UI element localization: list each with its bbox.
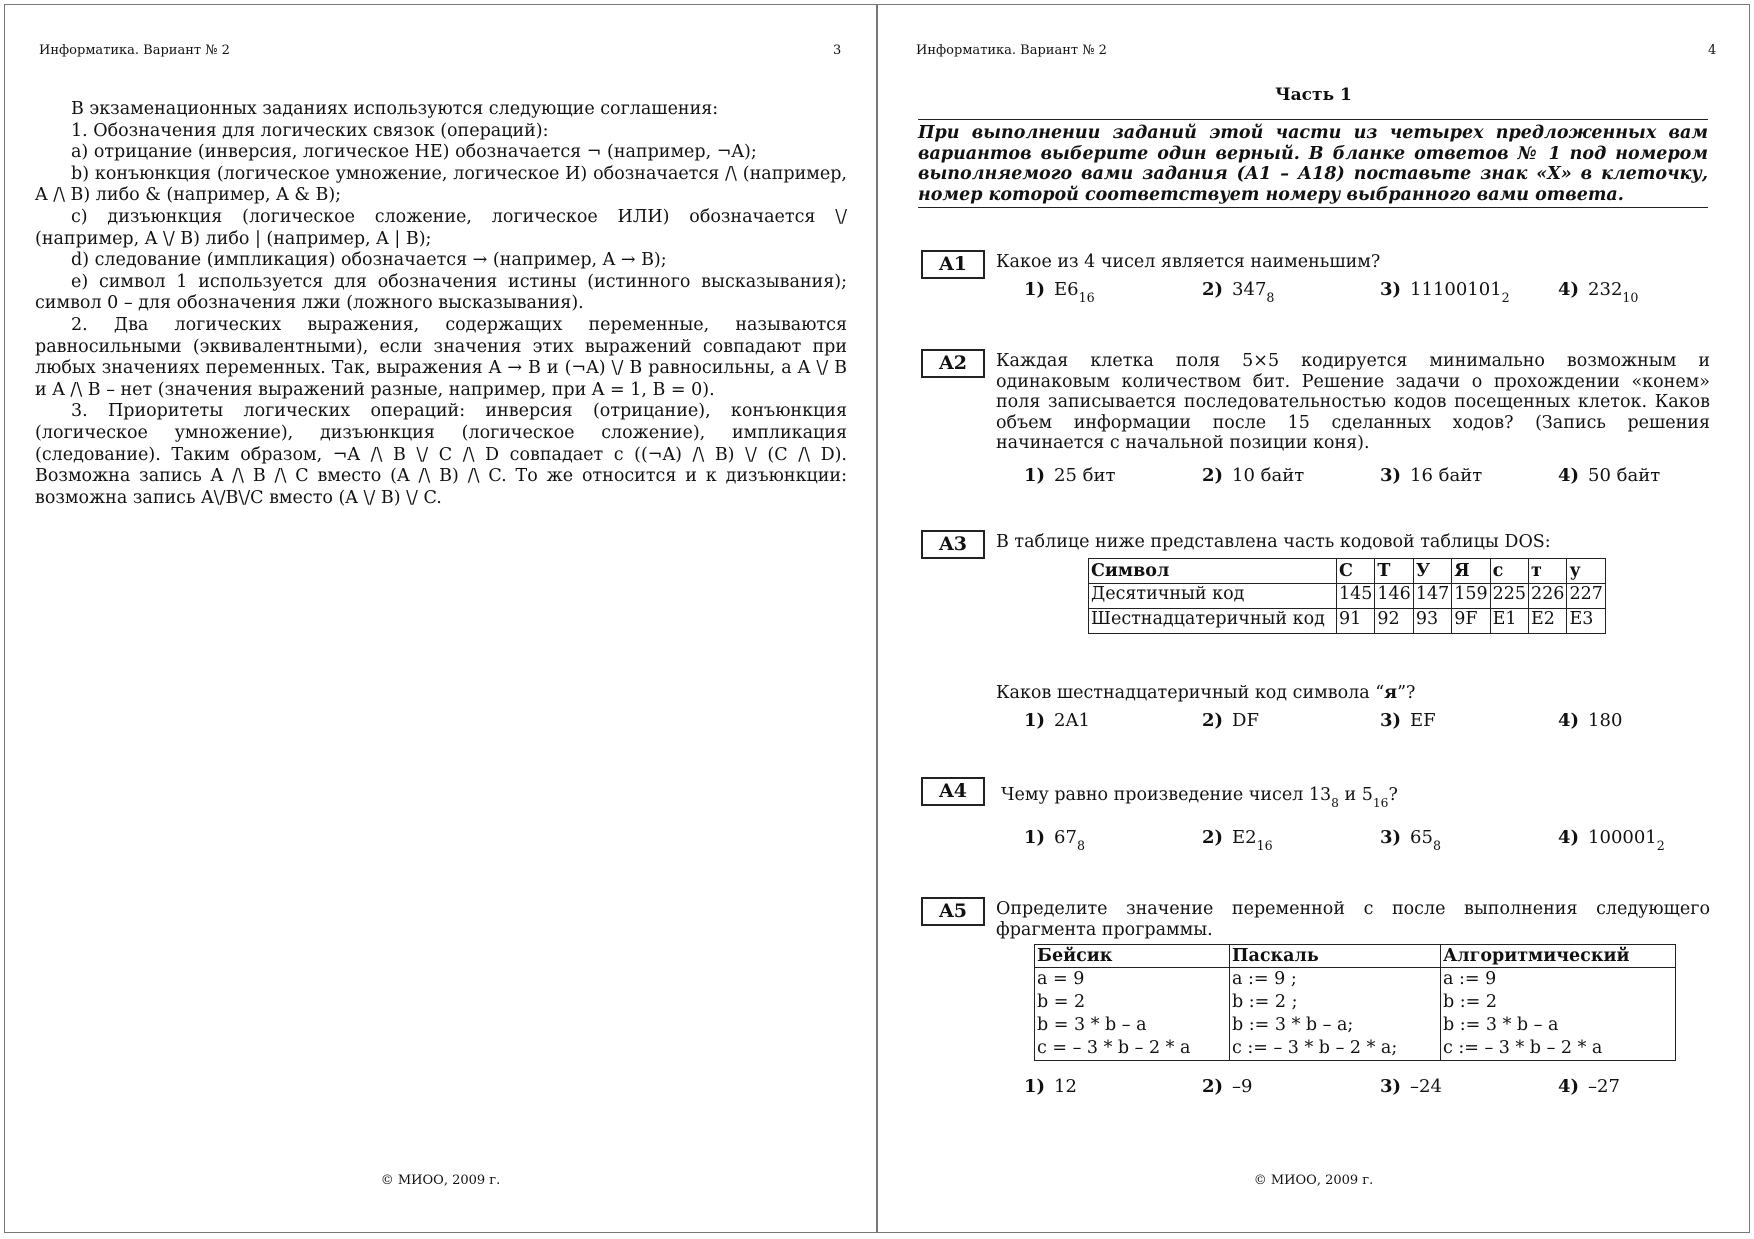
answer-option: 1) 12 [1024, 1076, 1077, 1097]
answer-option: 2) $347_8$ [1202, 279, 1275, 305]
page-header: Информатика. Вариант № 2 [39, 43, 230, 58]
paragraph: 3. Приоритеты логических операций: инверсия (отрицание), конъюнкция (логическое умножение), дизъюнкция (логическое сложение), импликация (следование). Таким образом, ¬A /\ B \/ C /\ D совпадает с ((¬A) /\ B) \/ (C /\ D). Возможна запись A /\ B /\ C вместо (A /\ B) /\ C. То же относится и к дизъюнкции: возможна запись A\/B\/C вместо (A \/ B) \/ C. [35, 401, 847, 508]
question-a3: В таблице ниже представлена часть кодовой таблицы DOS: [996, 532, 1551, 552]
question-a3-followup: Каков шестнадцатеричный код символа “я”? [996, 683, 1416, 703]
table-row [1035, 991, 1676, 1014]
table-cell: 159 [1452, 584, 1490, 609]
table-cell: 225 [1490, 584, 1528, 609]
table-header-row [1089, 559, 1606, 584]
table-cell: b := 3 * b – a; [1230, 1014, 1441, 1037]
table-cell: 93 [1413, 609, 1451, 634]
table-cell: 226 [1529, 584, 1567, 609]
table-cell: 91 [1337, 609, 1375, 634]
table-header-row [1035, 945, 1676, 968]
question-a5: Определите значение переменной c после выполнения следующего фрагмента программы. [996, 899, 1710, 940]
table-cell: c := – 3 * b – 2 * a [1441, 1037, 1676, 1061]
paragraph: 2. Два логических выражения, содержащих переменные, называются равносильными (эквивалентными), если значения этих выражений совпадают при любых значениях переменных. Так, выражения A → B и (¬A) \/ B равносильны, а A \/ B и A /\ B – нет (значения выражений разные, например, при A = 1, B = 0). [35, 314, 847, 400]
table-cell: E3 [1567, 609, 1605, 634]
paragraph: b) конъюнкция (логическое умножение, логическое И) обозначается /\ (например, A /\ B) либо & (например, A & B); [35, 163, 847, 206]
table-cell: 92 [1375, 609, 1413, 634]
table-cell: b := 3 * b – a [1441, 1014, 1676, 1037]
answers-a4 [1024, 827, 1724, 857]
table-cell: 9F [1452, 609, 1490, 634]
paragraph: c) дизъюнкция (логическое сложение, логическое ИЛИ) обозначается \/ (например, A \/ B) либо | (например, A | B); [35, 206, 847, 249]
table-row [1035, 1014, 1676, 1037]
paragraph: В экзаменационных заданиях используются следующие соглашения: [71, 99, 719, 119]
paragraph: a) отрицание (инверсия, логическое НЕ) обозначается ¬ (например, ¬A); [71, 142, 757, 163]
answer-option: 4) –27 [1558, 1076, 1620, 1097]
table-row [1035, 1037, 1676, 1061]
question-label-a4: A4 [921, 777, 985, 806]
page-header: Информатика. Вариант № 2 [916, 43, 1107, 58]
right-page [877, 4, 1750, 1233]
answers-a1 [1024, 279, 1724, 309]
answer-option: 2) $E2_{16}$ [1202, 827, 1273, 853]
table-cell: b = 3 * b – a [1035, 1014, 1230, 1037]
table-cell: 227 [1567, 584, 1605, 609]
table-header-cell: у [1567, 559, 1605, 584]
left-page [4, 4, 877, 1233]
answers-a3 [1024, 710, 1724, 740]
answers-a2 [1024, 465, 1724, 495]
table-row [1035, 968, 1676, 992]
table-cell: c := – 3 * b – 2 * a; [1230, 1037, 1441, 1061]
answer-option: 4) 50 байт [1558, 465, 1661, 486]
program-table [1034, 944, 1676, 1061]
question-label-a5: A5 [921, 897, 985, 926]
dos-code-table [1088, 558, 1606, 634]
table-cell: c = – 3 * b – 2 * a [1035, 1037, 1230, 1061]
answer-option: 2) DF [1202, 710, 1259, 731]
page-number: 4 [1708, 43, 1717, 58]
table-cell: 146 [1375, 584, 1413, 609]
page-footer: © МИОО, 2009 г. [380, 1173, 501, 1188]
table-header-cell: С [1337, 559, 1375, 584]
answer-option: 2) 10 байт [1202, 465, 1305, 486]
table-row [1089, 584, 1606, 609]
table-header-cell: У [1413, 559, 1451, 584]
answer-option: 4) $232_{10}$ [1558, 279, 1639, 305]
answer-option: 3) –24 [1380, 1076, 1442, 1097]
question-a2: Каждая клетка поля 5×5 кодируется минимально возможным и одинаковым количеством бит. Решение задачи о прохождении «конем» поля записывается последовательностью кодов посещенных клеток. Каков объем информации после 15 сделанных ходов? (Запись решения начинается с начальной позиции коня). [996, 351, 1710, 453]
table-cell: b := 2 ; [1230, 991, 1441, 1014]
table-row [1089, 609, 1606, 634]
question-label-a3: A3 [921, 530, 985, 559]
table-header-cell: Алгоритмический [1441, 945, 1676, 968]
paragraph: e) символ 1 используется для обозначения истины (истинного высказывания); символ 0 – для обозначения лжи (ложного высказывания). [35, 271, 847, 314]
answer-option: 3) $11100101_2$ [1380, 279, 1510, 305]
table-header-cell: Т [1375, 559, 1413, 584]
answer-option: 3) EF [1380, 710, 1436, 731]
table-header-cell: Бейсик [1035, 945, 1230, 968]
answer-option: 2) –9 [1202, 1076, 1253, 1097]
table-cell: a := 9 ; [1230, 968, 1441, 992]
table-cell: E1 [1490, 609, 1528, 634]
instructions: При выполнении заданий этой части из четырех предложенных вам вариантов выберите один верный. В бланке ответов № 1 под номером выполняемого вами задания (А1 – А18) поставьте знак «Х» в клеточку, номер которой соответствует номеру выбранного вами ответа. [918, 119, 1708, 208]
answer-option: 1) $67_8$ [1024, 827, 1085, 853]
answer-option: 1) 2A1 [1024, 710, 1090, 731]
table-header-cell: Символ [1089, 559, 1337, 584]
table-cell: 145 [1337, 584, 1375, 609]
answer-option: 1) $E6_{16}$ [1024, 279, 1095, 305]
table-cell: Десятичный код [1089, 584, 1337, 609]
paragraph: d) следование (импликация) обозначается → (например, A → B); [71, 250, 667, 271]
answer-option: 3) $65_8$ [1380, 827, 1441, 853]
conventions-text [35, 99, 847, 509]
answers-a5 [1024, 1076, 1724, 1106]
table-cell: b = 2 [1035, 991, 1230, 1014]
answer-option: 4) $100001_2$ [1558, 827, 1665, 853]
question-a1: Какое из 4 чисел является наименьшим? [996, 252, 1381, 272]
page-footer: © МИОО, 2009 г. [1253, 1173, 1374, 1188]
table-header-cell: Паскаль [1230, 945, 1441, 968]
part-title: Часть 1 [1275, 85, 1352, 105]
paragraph: 1. Обозначения для логических связок (операций): [71, 120, 549, 141]
page-number: 3 [833, 43, 842, 58]
answer-option: 3) 16 байт [1380, 465, 1483, 486]
question-label-a1: A1 [921, 250, 985, 279]
table-cell: Шестнадцатеричный код [1089, 609, 1337, 634]
answer-option: 4) 180 [1558, 710, 1623, 731]
question-label-a2: A2 [921, 349, 985, 378]
answer-option: 1) 25 бит [1024, 465, 1116, 486]
question-a4: Чему равно произведение чисел $13_8$ и $5_{16}$? [1001, 785, 1398, 810]
table-header-cell: Я [1452, 559, 1490, 584]
table-cell: a = 9 [1035, 968, 1230, 992]
table-cell: b := 2 [1441, 991, 1676, 1014]
table-cell: E2 [1529, 609, 1567, 634]
table-cell: a := 9 [1441, 968, 1676, 992]
table-cell: 147 [1413, 584, 1451, 609]
table-header-cell: т [1529, 559, 1567, 584]
table-header-cell: с [1490, 559, 1528, 584]
